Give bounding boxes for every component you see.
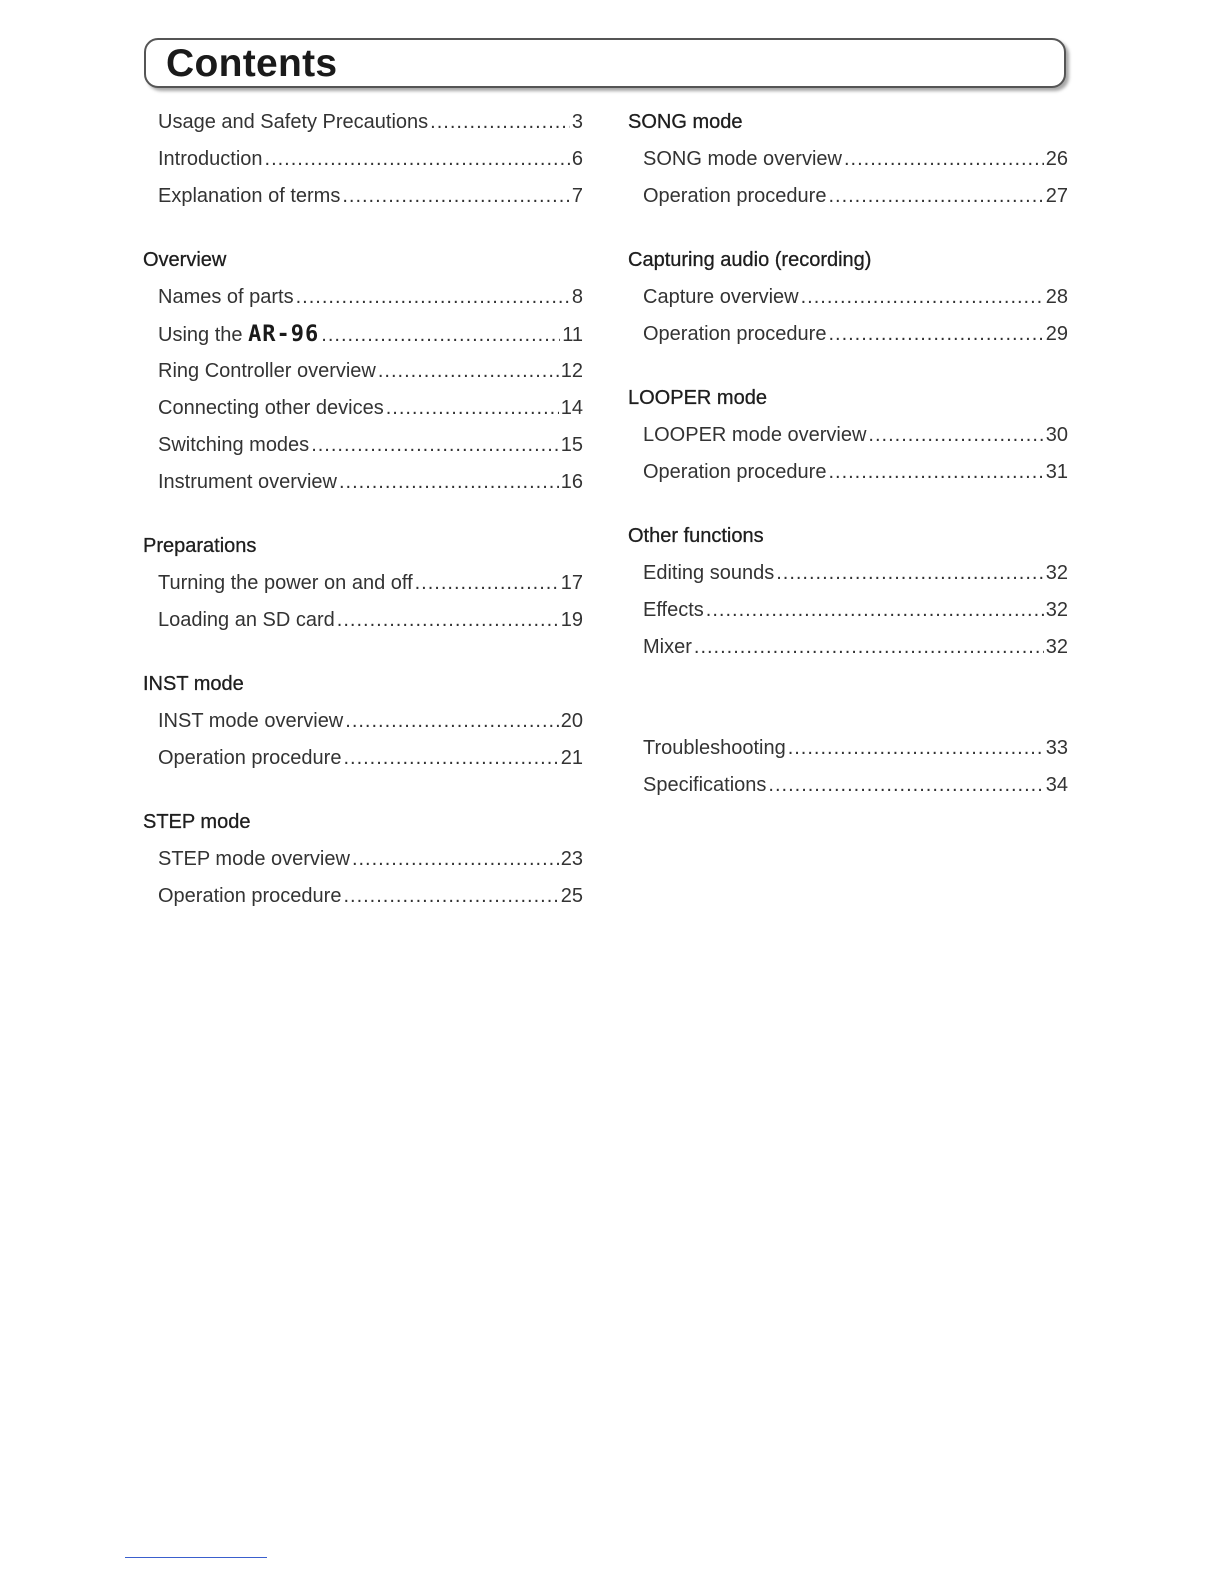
toc-entry-label: Explanation of terms bbox=[158, 185, 341, 207]
toc-entry-switching-modes[interactable] bbox=[158, 427, 583, 464]
section-heading-step-mode[interactable]: STEP mode bbox=[143, 811, 251, 833]
toc-entry-label: Introduction bbox=[158, 148, 263, 170]
toc-entry-page: 32 bbox=[1045, 636, 1068, 658]
spacer bbox=[628, 353, 1068, 380]
contents-title-box bbox=[144, 38, 1066, 88]
toc-entry-page: 15 bbox=[560, 434, 583, 456]
toc-entry-effects[interactable] bbox=[643, 592, 1068, 629]
dot-leader bbox=[430, 104, 570, 141]
dot-leader bbox=[343, 740, 558, 777]
toc-entry-label: Troubleshooting bbox=[643, 737, 786, 759]
toc-entry-page: 30 bbox=[1045, 424, 1068, 446]
toc-entry-label: Editing sounds bbox=[643, 562, 775, 584]
toc-entry-label: Operation procedure bbox=[643, 185, 827, 207]
toc-entry-mixer[interactable] bbox=[643, 629, 1068, 666]
toc-entry-page: 3 bbox=[571, 111, 583, 133]
toc-entry-label bbox=[158, 316, 319, 354]
toc-entry-looper-overview[interactable] bbox=[643, 417, 1068, 454]
toc-entry-instrument-overview[interactable] bbox=[158, 464, 583, 501]
spacer bbox=[628, 666, 1068, 730]
page-title: Contents bbox=[166, 42, 338, 85]
toc-entry-label: Ring Controller overview bbox=[158, 360, 376, 382]
toc-entry-song-overview[interactable] bbox=[643, 141, 1068, 178]
toc-entry-introduction[interactable] bbox=[158, 141, 583, 178]
dot-leader bbox=[828, 316, 1043, 353]
toc-entry-label: Names of parts bbox=[158, 286, 294, 308]
spacer bbox=[143, 639, 583, 666]
toc-entry-label: Operation procedure bbox=[643, 461, 827, 483]
toc-entry-song-operation[interactable] bbox=[643, 178, 1068, 215]
toc-entry-page: 31 bbox=[1045, 461, 1068, 483]
toc-entry-label: Turning the power on and off bbox=[158, 572, 413, 594]
footnote-divider bbox=[125, 1557, 267, 1558]
toc-entry-page: 21 bbox=[560, 747, 583, 769]
section-heading-other-functions[interactable]: Other functions bbox=[628, 525, 764, 547]
toc-entry-page: 19 bbox=[560, 609, 583, 631]
toc-entry-label: Operation procedure bbox=[643, 323, 827, 345]
toc-section-intro bbox=[143, 104, 583, 215]
dot-leader bbox=[342, 178, 570, 215]
toc-entry-label: STEP mode overview bbox=[158, 848, 350, 870]
section-heading-inst-mode[interactable]: INST mode bbox=[143, 673, 244, 695]
toc-entry-label: Loading an SD card bbox=[158, 609, 335, 631]
toc-entry-specifications[interactable] bbox=[643, 767, 1068, 804]
dot-leader bbox=[415, 565, 559, 602]
toc-entry-label: Specifications bbox=[643, 774, 767, 796]
toc-section-song-mode bbox=[628, 104, 1068, 215]
dot-leader bbox=[706, 592, 1044, 629]
toc-entry-page: 34 bbox=[1045, 774, 1068, 796]
toc-entry-label-text: Using the bbox=[158, 324, 249, 346]
dot-leader bbox=[296, 279, 570, 316]
dot-leader bbox=[868, 417, 1043, 454]
dot-leader bbox=[788, 730, 1044, 767]
toc-section-looper-mode bbox=[628, 380, 1068, 491]
toc-entry-label: SONG mode overview bbox=[643, 148, 842, 170]
toc-entry-troubleshooting[interactable] bbox=[643, 730, 1068, 767]
dot-leader bbox=[801, 279, 1044, 316]
toc-entry-label: Effects bbox=[643, 599, 704, 621]
toc-entry-page: 29 bbox=[1045, 323, 1068, 345]
dot-leader bbox=[844, 141, 1044, 178]
dot-leader bbox=[321, 317, 560, 354]
toc-entry-label: INST mode overview bbox=[158, 710, 344, 732]
toc-entry-page: 11 bbox=[562, 324, 583, 346]
toc-entry-page: 25 bbox=[560, 885, 583, 907]
toc-section-appendix bbox=[628, 730, 1068, 804]
section-heading-preparations[interactable]: Preparations bbox=[143, 535, 257, 557]
toc-section-inst-mode bbox=[143, 666, 583, 777]
toc-entry-capture-operation[interactable] bbox=[643, 316, 1068, 353]
toc-entry-page: 32 bbox=[1045, 599, 1068, 621]
toc-entry-label: Operation procedure bbox=[158, 885, 342, 907]
spacer bbox=[143, 501, 583, 528]
dot-leader bbox=[343, 878, 558, 915]
toc-entry-ring-controller[interactable] bbox=[158, 353, 583, 390]
toc-entry-label: Mixer bbox=[643, 636, 692, 658]
toc-entry-page: 26 bbox=[1045, 148, 1068, 170]
toc-entry-looper-operation[interactable] bbox=[643, 454, 1068, 491]
dot-leader bbox=[378, 353, 559, 390]
toc-section-overview bbox=[143, 242, 583, 501]
toc-entry-label: Connecting other devices bbox=[158, 397, 384, 419]
toc-entry-page: 20 bbox=[560, 710, 583, 732]
toc-entry-power[interactable] bbox=[158, 565, 583, 602]
toc-entry-page: 7 bbox=[571, 185, 583, 207]
section-heading-overview[interactable]: Overview bbox=[143, 249, 227, 271]
toc-entry-step-operation[interactable] bbox=[158, 878, 583, 915]
toc-entry-label: Switching modes bbox=[158, 434, 310, 456]
toc-entry-page: 8 bbox=[571, 286, 583, 308]
toc-entry-safety[interactable] bbox=[158, 104, 583, 141]
section-heading-capturing[interactable]: Capturing audio (recording) bbox=[628, 249, 872, 271]
toc-entry-page: 23 bbox=[560, 848, 583, 870]
dot-leader bbox=[337, 602, 559, 639]
spacer bbox=[143, 777, 583, 804]
dot-leader bbox=[265, 141, 570, 178]
toc-entry-page: 33 bbox=[1045, 737, 1068, 759]
toc-section-preparations bbox=[143, 528, 583, 639]
dot-leader bbox=[386, 390, 559, 427]
toc-entry-label: Operation procedure bbox=[158, 747, 342, 769]
toc-right-column bbox=[628, 104, 1068, 804]
toc-entry-page: 12 bbox=[560, 360, 583, 382]
toc-entry-page: 27 bbox=[1045, 185, 1068, 207]
toc-entry-page: 16 bbox=[560, 471, 583, 493]
dot-leader bbox=[768, 767, 1043, 804]
dot-leader bbox=[828, 178, 1043, 215]
toc-entry-label: Usage and Safety Precautions bbox=[158, 111, 429, 133]
dot-leader bbox=[339, 464, 559, 501]
toc-entry-label: Capture overview bbox=[643, 286, 799, 308]
toc-entry-capture-overview[interactable] bbox=[643, 279, 1068, 316]
section-heading-song-mode[interactable]: SONG mode bbox=[628, 111, 743, 133]
toc-entry-page: 32 bbox=[1045, 562, 1068, 584]
toc-entry-label: Instrument overview bbox=[158, 471, 337, 493]
spacer bbox=[628, 491, 1068, 518]
toc-section-capturing bbox=[628, 242, 1068, 353]
toc-entry-using-the-ar96[interactable] bbox=[158, 316, 583, 353]
dot-leader bbox=[694, 629, 1044, 666]
dot-leader bbox=[345, 703, 558, 740]
toc-entry-page: 17 bbox=[560, 572, 583, 594]
dot-leader bbox=[776, 555, 1044, 592]
section-heading-looper-mode[interactable]: LOOPER mode bbox=[628, 387, 767, 409]
spacer bbox=[628, 215, 1068, 242]
dot-leader bbox=[352, 841, 559, 878]
toc-entry-sd-card[interactable] bbox=[158, 602, 583, 639]
dot-leader bbox=[311, 427, 559, 464]
spacer bbox=[143, 215, 583, 242]
toc-entry-page: 14 bbox=[560, 397, 583, 419]
product-name: AR-96 bbox=[248, 322, 320, 347]
toc-entry-inst-operation[interactable] bbox=[158, 740, 583, 777]
toc-entry-page: 28 bbox=[1045, 286, 1068, 308]
toc-section-step-mode bbox=[143, 804, 583, 915]
toc-section-other-functions bbox=[628, 518, 1068, 666]
toc-entry-names-of-parts[interactable] bbox=[158, 279, 583, 316]
dot-leader bbox=[828, 454, 1043, 491]
toc-entry-terms[interactable] bbox=[158, 178, 583, 215]
toc-entry-label: LOOPER mode overview bbox=[643, 424, 867, 446]
toc-entry-editing-sounds[interactable] bbox=[643, 555, 1068, 592]
toc-left-column bbox=[143, 104, 583, 915]
toc-entry-page: 6 bbox=[571, 148, 583, 170]
toc-entry-connecting-devices[interactable] bbox=[158, 390, 583, 427]
toc-entry-step-overview[interactable] bbox=[158, 841, 583, 878]
toc-entry-inst-overview[interactable] bbox=[158, 703, 583, 740]
